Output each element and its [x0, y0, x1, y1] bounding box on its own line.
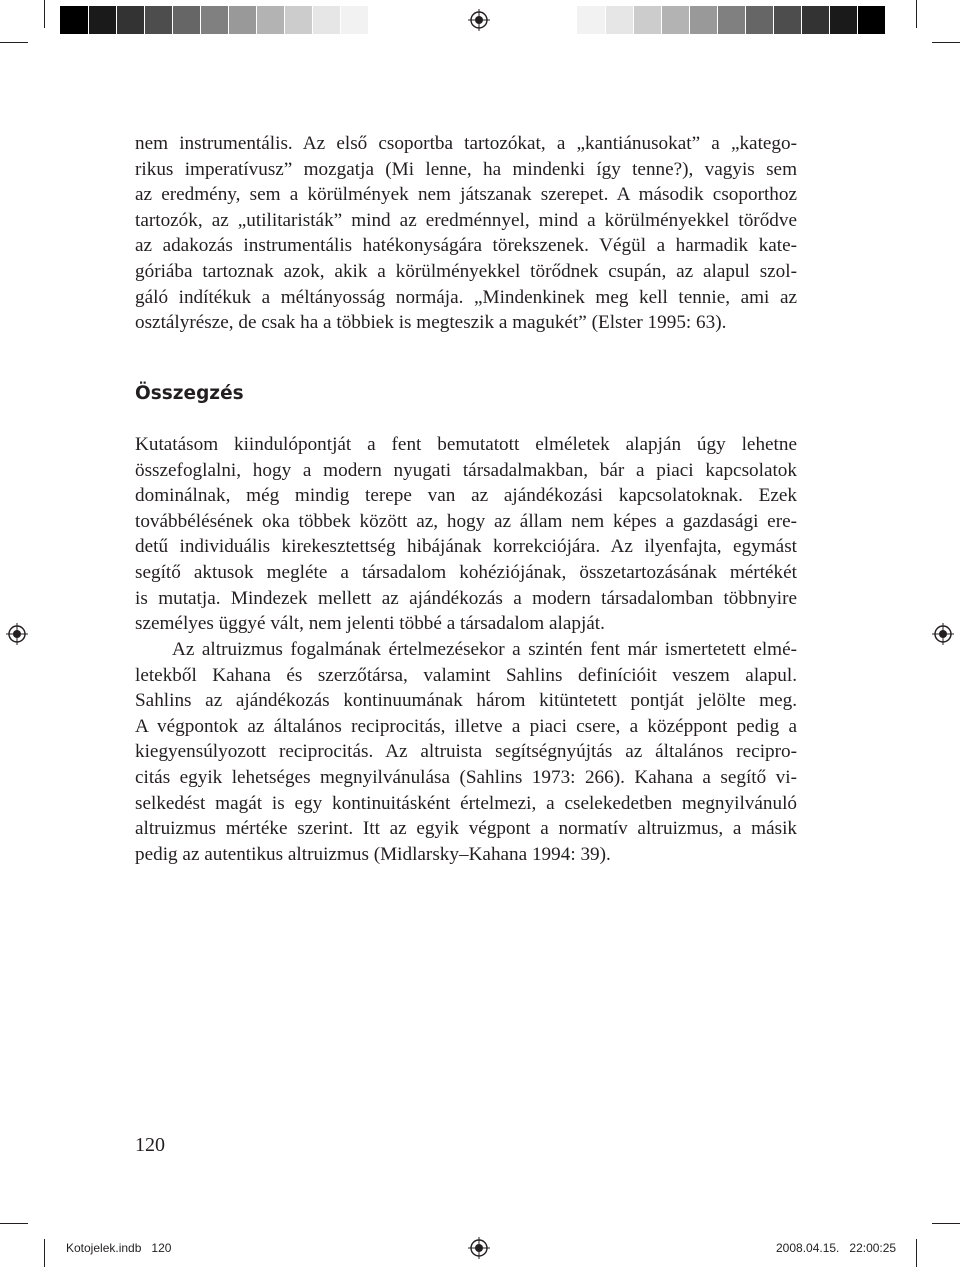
text-line: kiegyensúlyozott reciprocitás. Az altruista segítségnyújtás az általános recipro-: [135, 741, 797, 763]
color-swatch: [284, 6, 312, 34]
color-bar-right: [577, 6, 885, 34]
color-swatch: [228, 6, 256, 34]
crop-mark-bottom-right-v: [916, 1239, 917, 1267]
text-line: rikus imperatívusz” mozgatja (Mi lenne, ha mindenki így tenne?), vagyis sem: [135, 158, 797, 180]
color-bar-left: [60, 6, 368, 34]
section-heading: Összegzés: [135, 383, 244, 404]
text-line: is mutatja. Mindezek mellett az ajándékozás a modern társadalomban többnyire: [135, 587, 797, 609]
paragraph-2: [135, 432, 797, 637]
color-swatch: [88, 6, 116, 34]
text-line: A végpontok az általános reciprocitás, illetve a piaci csere, a középpont pedig a: [135, 715, 797, 737]
crop-mark-bottom-left-h: [0, 1223, 28, 1224]
text-line: góriába tartoznak azok, akik a körülményekkel törődnek csupán, az alapul szol-: [135, 260, 797, 282]
color-swatch: [689, 6, 717, 34]
text-line: letekből Kahana és szerzőtársa, valamint Sahlins definícióit veszem alapul.: [135, 664, 797, 686]
slug-timestamp: 2008.04.15. 22:00:25: [776, 1241, 897, 1255]
registration-mark-top-icon: [468, 9, 490, 31]
color-swatch: [116, 6, 144, 34]
text-line: személyes üggyé vált, nem jelenti többé a társadalom alapját.: [135, 613, 605, 635]
color-swatch: [717, 6, 745, 34]
color-swatch: [577, 6, 605, 34]
crop-mark-top-right-h: [932, 42, 960, 43]
text-line: továbbélésének oka többek között az, hogy az állam nem képes a gazdasági ere-: [135, 510, 797, 532]
text-line: Kutatásom kiindulópontját a fent bemutatott elméletek alapján úgy lehetne: [135, 434, 797, 455]
color-swatch: [60, 6, 88, 34]
crop-mark-top-right-v: [916, 0, 917, 28]
color-swatch: [661, 6, 689, 34]
text-line: dominálnak, még mindig terepe van az ajándékozási kapcsolatoknak. Ezek: [135, 485, 797, 507]
paragraph-1: [135, 131, 797, 336]
color-swatch: [745, 6, 773, 34]
color-swatch: [801, 6, 829, 34]
crop-mark-bottom-left-v: [44, 1239, 45, 1267]
text-line: detű individuális kirekesztettség hibájának korrekciójára. Az ilyenfajta, egymást: [135, 536, 797, 558]
color-swatch: [256, 6, 284, 34]
text-line: Sahlins az ajándékozás kontinuumának három kitüntetett pontját jelölte meg.: [135, 690, 797, 712]
color-swatch: [773, 6, 801, 34]
color-swatch: [144, 6, 172, 34]
text-line: osztályrésze, de csak ha a többiek is megteszik a magukét” (Elster 1995: 63).: [135, 312, 727, 334]
registration-mark-left-icon: [6, 623, 28, 645]
color-swatch: [857, 6, 885, 34]
crop-mark-bottom-right-h: [932, 1223, 960, 1224]
text-line: gáló indítékuk a méltányosság normája. „Mindenkinek meg kell tennie, ami az: [135, 286, 797, 308]
slug-file: Kotojelek.indb 120: [66, 1241, 172, 1255]
registration-mark-right-icon: [932, 623, 954, 645]
text-line: altruizmus mértéke szerint. Itt az egyik végpont a normatív altruizmus, a másik: [135, 818, 797, 840]
text-line: segítő aktusok megléte a társadalom kohéziójának, összetartozásának mértékét: [135, 561, 797, 583]
text-line: citás egyik lehetséges megnyilvánulása (Sahlins 1973: 266). Kahana a segítő vi-: [135, 766, 797, 788]
crop-mark-top-left-v: [44, 0, 45, 28]
color-swatch: [829, 6, 857, 34]
color-swatch: [200, 6, 228, 34]
text-line: tartozók, az „utilitaristák” mind az eredménnyel, mind a körülményekkel törődve: [135, 209, 797, 231]
color-swatch: [312, 6, 340, 34]
crop-mark-top-left-h: [0, 42, 28, 43]
text-line: selkedést magát is egy kontinuitásként értelmezi, a cselekedetben megnyilvánuló: [135, 792, 797, 814]
text-line: pedig az autentikus altruizmus (Midlarsky–Kahana 1994: 39).: [135, 843, 611, 865]
color-swatch: [605, 6, 633, 34]
color-swatch: [633, 6, 661, 34]
color-swatch: [340, 6, 368, 34]
color-swatch: [172, 6, 200, 34]
text-line: Az altruizmus fogalmának értelmezésekor a szintén fent már ismertetett elmé-: [172, 639, 797, 660]
registration-mark-bottom-icon: [468, 1237, 490, 1259]
paragraph-3: [135, 637, 797, 867]
text-line: összefoglalni, hogy a modern nyugati társadalmakban, bár a piaci kapcsolatok: [135, 459, 797, 481]
text-line: az eredmény, sem a körülmények nem játszanak szerepet. A második csoporthoz: [135, 184, 797, 206]
text-line: az adakozás instrumentális hatékonyságára törekszenek. Végül a harmadik kate-: [135, 235, 797, 257]
page-number: 120: [135, 1134, 165, 1156]
text-line: nem instrumentális. Az első csoportba tartozókat, a „kantiánusokat” a „katego-: [135, 133, 797, 154]
